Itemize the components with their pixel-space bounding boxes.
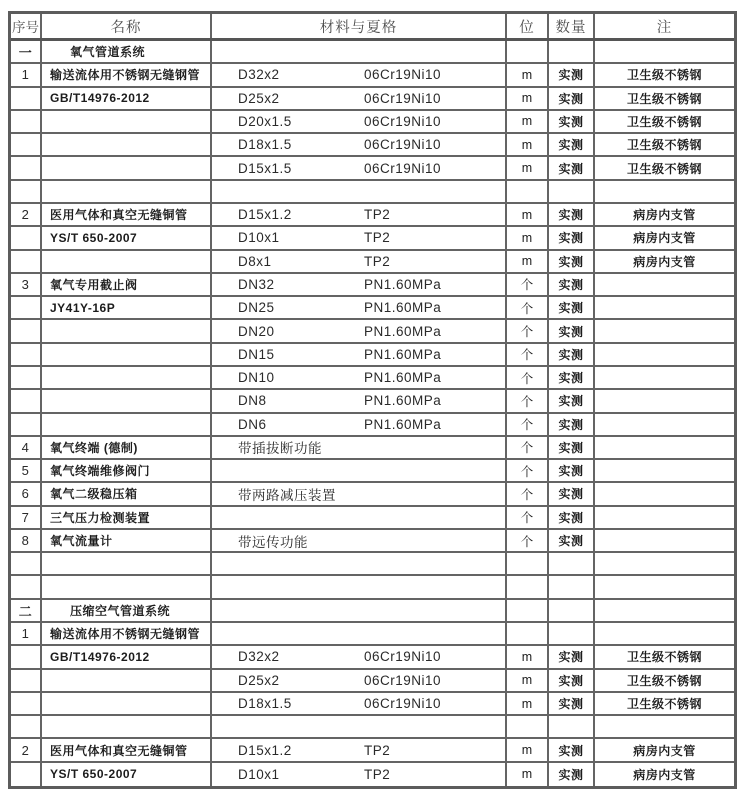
row-material: TP2 [364, 742, 391, 758]
row-note: 卫生级不锈钢 [626, 650, 702, 665]
row-unit: m [521, 254, 533, 269]
row-material: 06Cr19Ni10 [364, 649, 442, 665]
row-name: GB/T14976-2012 [50, 649, 150, 664]
row-spec: DN15 [238, 346, 275, 362]
row-spec: D18x1.5 [238, 137, 292, 153]
row-qty: 实测 [558, 277, 584, 292]
row-name: YS/T 650-2007 [50, 767, 138, 782]
table-row [11, 251, 734, 274]
row-unit: 个 [520, 534, 534, 549]
row-qty: 实测 [558, 510, 584, 525]
table-row [11, 530, 734, 553]
row-material: TP2 [364, 230, 391, 246]
row-spec: D10x1 [238, 230, 280, 246]
table-row [11, 41, 734, 64]
row-unit: 个 [520, 325, 534, 340]
table-row [11, 437, 734, 460]
row-name: 输送流体用不锈钢无缝钢管 [50, 68, 201, 83]
row-qty: 实测 [558, 440, 584, 455]
table-row [11, 646, 734, 669]
header-serial-number: 序号 [11, 14, 42, 38]
row-qty: 实测 [558, 417, 584, 432]
row-no: 3 [21, 276, 30, 292]
row-name: 氧气流量计 [50, 534, 113, 549]
table-row [11, 600, 734, 623]
row-name: JY41Y-16P [50, 300, 116, 315]
table-row [11, 227, 734, 250]
header-unit: 位 [507, 14, 549, 38]
table-row [11, 320, 734, 343]
row-name: 三气压力检测装置 [50, 510, 151, 525]
table-row [11, 739, 734, 762]
row-name: 氧气管道系统 [70, 45, 146, 60]
table-row [11, 670, 734, 693]
row-qty: 实测 [558, 673, 584, 688]
row-qty: 实测 [558, 394, 584, 409]
table-row [11, 763, 734, 786]
row-unit: 个 [520, 348, 534, 363]
row-spec: DN20 [238, 323, 275, 339]
row-qty: 实测 [558, 208, 584, 223]
table-row [11, 88, 734, 111]
row-material: PN1.60MPa [364, 346, 442, 362]
row-material: TP2 [364, 207, 391, 223]
row-material: PN1.60MPa [364, 323, 442, 339]
row-qty: 实测 [558, 231, 584, 246]
row-unit: 个 [520, 487, 534, 502]
row-qty: 实测 [558, 767, 584, 782]
row-material: 06Cr19Ni10 [364, 90, 442, 106]
row-unit: m [521, 67, 533, 82]
row-spec: D18x1.5 [238, 696, 292, 712]
row-unit: 个 [520, 464, 534, 479]
table-row [11, 483, 734, 506]
row-no: 2 [21, 207, 30, 223]
row-material: PN1.60MPa [364, 416, 442, 432]
row-material: TP2 [364, 253, 391, 269]
header-quantity: 数量 [549, 14, 595, 38]
row-no: 5 [21, 463, 30, 479]
row-note: 病房内支管 [633, 254, 696, 269]
row-unit: 个 [520, 371, 534, 386]
row-qty: 实测 [558, 254, 584, 269]
row-no: 二 [18, 603, 33, 619]
row-material: PN1.60MPa [364, 393, 442, 409]
row-spec: DN32 [238, 276, 275, 292]
row-material: PN1.60MPa [364, 370, 442, 386]
row-unit: m [521, 743, 533, 758]
row-unit: 个 [520, 511, 534, 526]
table-row [11, 274, 734, 297]
row-qty: 实测 [558, 464, 584, 479]
row-no: 7 [21, 509, 30, 525]
row-spec: DN10 [238, 370, 275, 386]
row-qty: 实测 [558, 534, 584, 549]
row-spec: DN6 [238, 416, 267, 432]
row-unit: m [521, 207, 533, 222]
materials-spec-table [8, 11, 737, 789]
row-material: 06Cr19Ni10 [364, 672, 442, 688]
row-spec: DN25 [238, 300, 275, 316]
row-name: 氧气二级稳压箱 [50, 487, 138, 502]
row-note: 卫生级不锈钢 [626, 114, 702, 129]
table-row [11, 507, 734, 530]
row-spec: 带插拔断功能 [238, 441, 322, 457]
row-unit: m [521, 114, 533, 129]
row-note: 卫生级不锈钢 [626, 673, 702, 688]
row-no: 1 [21, 626, 30, 642]
row-material: 06Cr19Ni10 [364, 67, 442, 83]
table-row [11, 204, 734, 227]
row-material: PN1.60MPa [364, 276, 442, 292]
row-note: 病房内支管 [633, 767, 696, 782]
header-name: 名称 [42, 14, 212, 38]
table-row [11, 181, 734, 204]
row-qty: 实测 [558, 347, 584, 362]
row-no: 一 [18, 45, 33, 61]
row-name: YS/T 650-2007 [50, 230, 138, 245]
row-spec: D32x2 [238, 67, 280, 83]
row-name: 压缩空气管道系统 [70, 603, 171, 618]
row-unit: m [521, 91, 533, 106]
row-qty: 实测 [558, 697, 584, 712]
row-unit: m [521, 230, 533, 245]
row-spec: D25x2 [238, 90, 280, 106]
row-material: TP2 [364, 766, 391, 782]
row-spec: D15x1.5 [238, 160, 292, 176]
row-note: 卫生级不锈钢 [626, 697, 702, 712]
row-unit: m [521, 767, 533, 782]
row-material: PN1.60MPa [364, 300, 442, 316]
row-unit: m [521, 649, 533, 664]
row-unit: 个 [520, 441, 534, 456]
table-row [11, 716, 734, 739]
row-name: 氧气终端维修阀门 [50, 464, 151, 479]
table-row [11, 553, 734, 576]
table-row [11, 693, 734, 716]
table-row [11, 344, 734, 367]
row-name: 医用气体和真空无缝铜管 [50, 208, 188, 223]
row-spec: D20x1.5 [238, 113, 292, 129]
table-row [11, 157, 734, 180]
row-qty: 实测 [558, 487, 584, 502]
row-no: 6 [21, 486, 30, 502]
row-spec: 带两路减压装置 [238, 487, 336, 503]
table-row [11, 367, 734, 390]
row-spec: D15x1.2 [238, 207, 292, 223]
table-row [11, 390, 734, 413]
row-unit: 个 [520, 394, 534, 409]
table-row [11, 111, 734, 134]
row-name: 输送流体用不锈钢无缝钢管 [50, 627, 201, 642]
row-qty: 实测 [558, 138, 584, 153]
row-unit: m [521, 137, 533, 152]
row-qty: 实测 [558, 91, 584, 106]
row-note: 病房内支管 [633, 231, 696, 246]
row-note: 卫生级不锈钢 [626, 91, 702, 106]
row-spec: D32x2 [238, 649, 280, 665]
row-qty: 实测 [558, 161, 584, 176]
row-name: 氧气专用截止阀 [50, 277, 138, 292]
table-row [11, 414, 734, 437]
table-row [11, 576, 734, 599]
row-no: 8 [21, 533, 30, 549]
row-material: 06Cr19Ni10 [364, 696, 442, 712]
row-name: GB/T14976-2012 [50, 91, 150, 106]
row-unit: 个 [520, 418, 534, 433]
header-material-spec: 材料与夏格 [212, 14, 507, 38]
table-row [11, 64, 734, 87]
row-qty: 实测 [558, 114, 584, 129]
row-qty: 实测 [558, 650, 584, 665]
row-unit: m [521, 673, 533, 688]
row-material: 06Cr19Ni10 [364, 160, 442, 176]
row-spec: D8x1 [238, 253, 272, 269]
row-note: 卫生级不锈钢 [626, 138, 702, 153]
row-unit: 个 [520, 278, 534, 293]
row-qty: 实测 [558, 324, 584, 339]
row-note: 卫生级不锈钢 [626, 161, 702, 176]
table-row [11, 134, 734, 157]
row-qty: 实测 [558, 68, 584, 83]
row-qty: 实测 [558, 371, 584, 386]
row-spec: D25x2 [238, 672, 280, 688]
row-no: 2 [21, 742, 30, 758]
row-material: 06Cr19Ni10 [364, 137, 442, 153]
row-unit: m [521, 696, 533, 711]
table-row [11, 297, 734, 320]
row-spec: D15x1.2 [238, 742, 292, 758]
table-row [11, 460, 734, 483]
row-material: 06Cr19Ni10 [364, 113, 442, 129]
table-row [11, 623, 734, 646]
header-note: 注 [656, 19, 673, 36]
row-qty: 实测 [558, 743, 584, 758]
row-qty: 实测 [558, 301, 584, 316]
row-note: 病房内支管 [633, 743, 696, 758]
row-no: 1 [21, 67, 30, 83]
row-spec: DN8 [238, 393, 267, 409]
row-spec: 带远传功能 [238, 534, 308, 550]
row-name: 氧气终端 (德制) [50, 440, 138, 455]
row-unit: 个 [520, 301, 534, 316]
row-note: 卫生级不锈钢 [626, 68, 702, 83]
row-note: 病房内支管 [633, 208, 696, 223]
row-no: 4 [21, 439, 30, 455]
table-header-row [11, 14, 734, 41]
row-name: 医用气体和真空无缝铜管 [50, 743, 188, 758]
row-unit: m [521, 161, 533, 176]
row-spec: D10x1 [238, 766, 280, 782]
